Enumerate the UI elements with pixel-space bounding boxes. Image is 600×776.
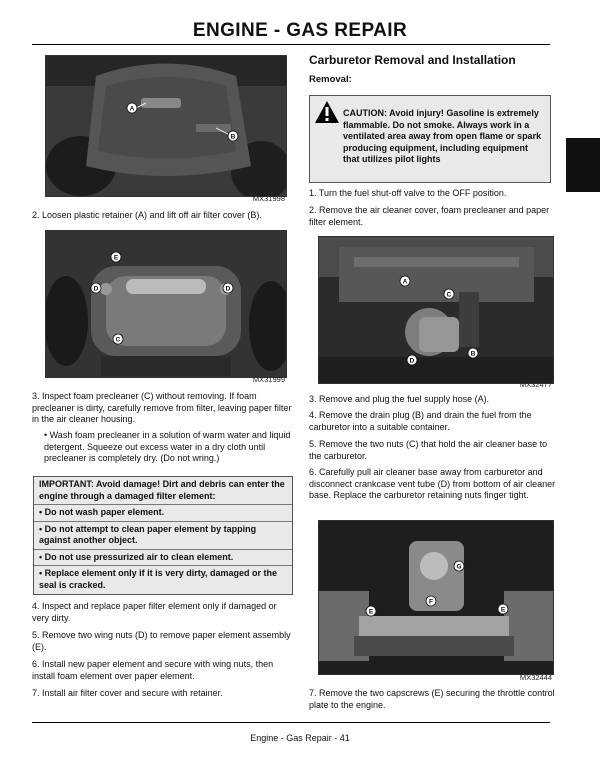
caution-box [309,95,551,183]
svg-text:G: G [456,563,462,571]
svg-text:A: A [402,278,408,286]
figure-label: MX32477 [519,380,552,389]
svg-text:D: D [409,357,415,365]
photo-foam-precleaner [45,230,287,378]
svg-text:B: B [230,133,236,141]
callout-b [228,131,238,141]
important-heading: IMPORTANT: Avoid damage! Dirt and debris can enter the engine through a damaged filter element: [39,479,285,501]
page-footer: Engine - Gas Repair - 41 [250,733,350,743]
callout-e-left [366,606,376,616]
figure-label: MX31998 [252,194,285,203]
callout-b [468,348,478,358]
callout-f [426,596,436,606]
step-text: 2. Loosen plastic retainer (A) and lift off air filter cover (B). [32,210,262,220]
photo-carburetor-hose [318,236,554,384]
important-item: • Do not wash paper element. [34,504,292,521]
step-text: 7. Install air filter cover and secure with retainer. [32,688,223,698]
section-subtitle: Removal: [309,74,352,85]
section-title: Carburetor Removal and Installation [309,53,516,67]
callout-d-left [91,283,101,293]
photo-air-filter-cover [45,55,287,197]
callout-d-right [223,283,233,293]
svg-text:E: E [500,606,506,614]
step-text: 3. Inspect foam precleaner (C) without removing. If foam precleaner is dirty, carefully remove from filter, leaving paper filter in the air cleaner housing. [32,391,292,424]
callout-g [454,561,464,571]
svg-text:D: D [225,285,231,293]
page-title: ENGINE - GAS REPAIR [192,20,408,41]
callout-a [400,276,410,286]
step-text: 4. Remove the drain plug (B) and drain the fuel from the carburetor into a suitable container. [309,410,532,432]
svg-text:A: A [129,105,135,113]
callout-e-right [498,604,508,614]
section-tab [566,138,600,192]
svg-text:E: E [368,608,374,616]
warning-icon [314,100,340,124]
step-text: 1. Turn the fuel shut-off valve to the OFF position. [309,188,507,198]
callout-c [444,289,454,299]
svg-text:C: C [115,336,121,344]
footer-rule [32,722,550,723]
svg-text:D: D [93,285,99,293]
callout-d [407,355,417,365]
svg-text:E: E [113,254,119,262]
photo-throttle-plate [318,520,554,675]
step-text: 6. Install new paper element and secure with wing nuts, then install foam element over paper element. [32,659,274,681]
step-text: 3. Remove and plug the fuel supply hose (A). [309,394,490,404]
step-text: 2. Remove the air cleaner cover, foam precleaner and paper filter element. [309,205,550,227]
step-text: 7. Remove the two capscrews (E) securing the throttle control plate to the engine. [309,688,555,710]
figure-label: MX31999 [252,375,285,384]
caution-text: CAUTION: Avoid injury! Gasoline is extremely flammable. Do not smoke. Always work in a ventilated area away from open flame or spark producing equipment, including equipment that utilizes pilot lights [343,108,542,164]
step-text: 5. Remove the two nuts (C) that hold the air cleaner base to the carburetor. [309,439,548,461]
important-item: • Replace element only if it is very dirty, damaged or the seal is cracked. [34,565,292,593]
important-item: • Do not attempt to clean paper element by tapping against another object. [34,521,292,549]
svg-text:F: F [429,598,433,606]
callout-e [111,252,121,262]
figure-label: MX32444 [519,673,552,682]
important-item: • Do not use pressurized air to clean element. [34,549,292,566]
important-box [33,476,293,595]
header-rule [32,44,550,45]
step-text: 5. Remove two wing nuts (D) to remove paper element assembly (E). [32,630,291,652]
svg-text:C: C [446,291,452,299]
svg-text:B: B [470,350,476,358]
bullet-text: • Wash foam precleaner in a solution of warm water and liquid detergent. Squeeze out excess water in a dry cloth until precleaner is completely dry. (Do not wring.) [44,430,291,463]
callout-a [127,103,137,113]
step-text: 4. Inspect and replace paper filter element only if damaged or very dirty. [32,601,277,623]
step-text: 6. Carefully pull air cleaner base away from carburetor and disconnect crankcase vent tube (D) from bottom of air cleaner base. Replace the carburetor retaining nuts finger tight. [309,467,556,500]
callout-c [113,334,123,344]
